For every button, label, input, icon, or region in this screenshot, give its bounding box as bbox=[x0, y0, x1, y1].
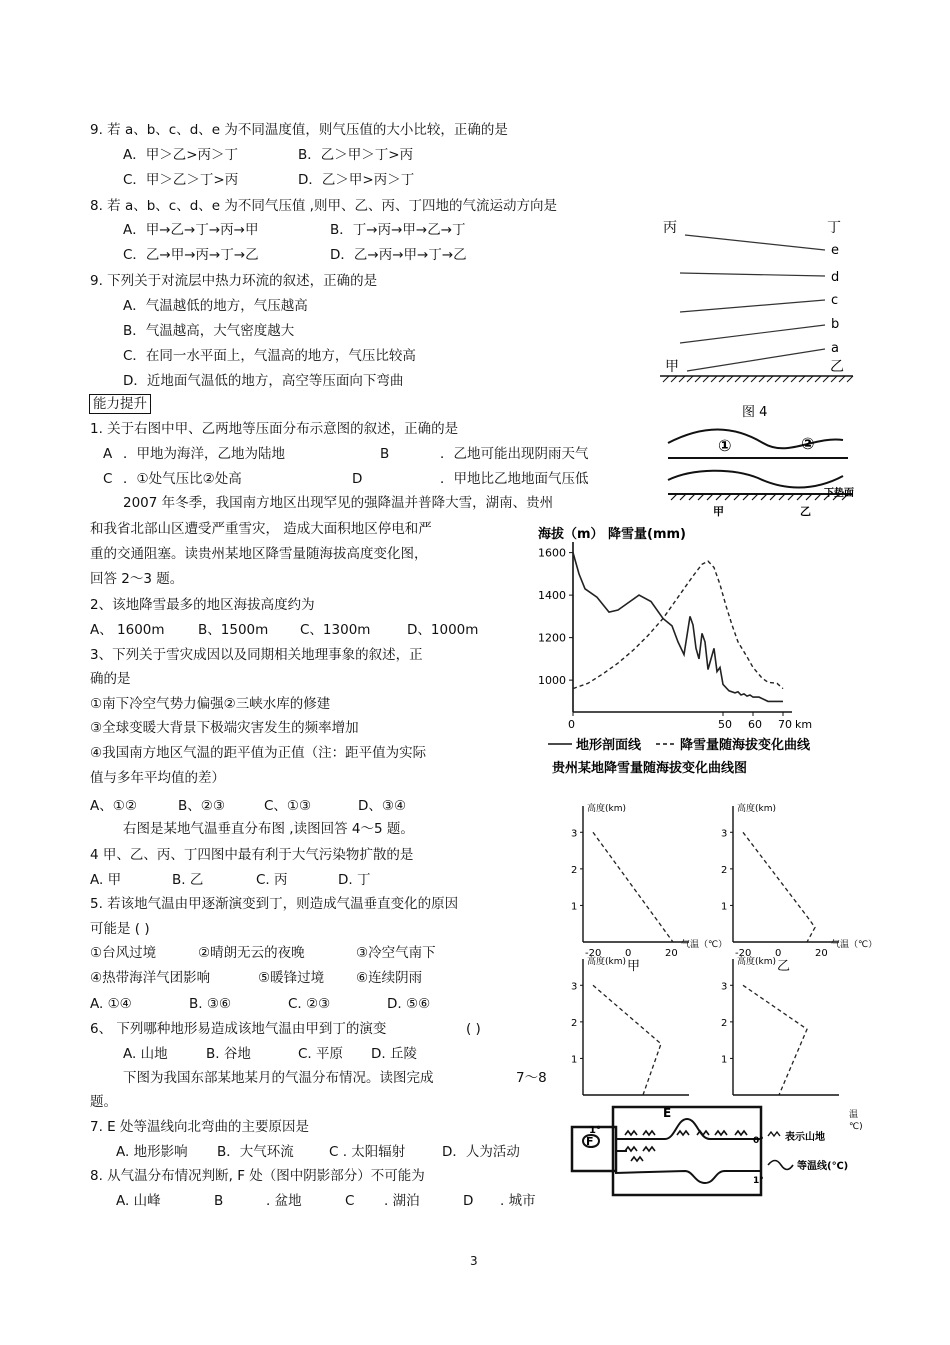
temp-ytick-label: 3 bbox=[571, 981, 578, 993]
q2-option-a: A、 1600m bbox=[90, 622, 165, 638]
q3-stem: 3、下列关于雪灾成因以及同期相关地理事象的叙述，正 bbox=[90, 647, 423, 663]
temp-ylabel: 高度(km) bbox=[587, 804, 627, 814]
temp-ylabel: 高度(km) bbox=[737, 804, 777, 814]
intro23-line: 和我省北部山区遭受严重雪灾， 造成大面积地区停电和严 bbox=[90, 521, 432, 537]
snow-xtick-label: 50 bbox=[718, 718, 732, 731]
terrain-profile-line bbox=[573, 553, 783, 702]
q8a-option-d: D．乙→丙→甲→丁→乙 bbox=[330, 247, 467, 263]
intro78-range: 7～8 bbox=[516, 1070, 547, 1086]
temp-ytick-label: 3 bbox=[721, 828, 728, 840]
q9b-option-c: C．在同一水平面上，气温高的地方，气压比较高 bbox=[123, 348, 416, 364]
q2-option-b: B、1500m bbox=[198, 622, 269, 638]
q8a-option-a: A．甲→乙→丁→丙→甲 bbox=[123, 222, 259, 238]
isobar-ground-label: 下垫面 bbox=[824, 488, 854, 499]
q8a-option-c: C．乙→甲→丙→丁→乙 bbox=[123, 247, 259, 263]
temp-xlabel: 气温（℃） bbox=[831, 940, 878, 950]
q3-option-d: D、③④ bbox=[358, 798, 407, 814]
temp-xtick-label: 20 bbox=[815, 948, 828, 959]
intro23-line: 回答 2～3 题。 bbox=[90, 571, 184, 587]
intro78-line1: 下图为我国东部某地某月的气温分布情况。读图完成 bbox=[123, 1070, 434, 1086]
temp-profile-line bbox=[593, 832, 673, 942]
temp-ytick-label: 3 bbox=[571, 828, 578, 840]
q9a-option-b: B．乙＞甲＞丁>丙 bbox=[298, 147, 414, 163]
legend-mountain-label: 表示山地 bbox=[785, 1132, 825, 1143]
temp-profile-line bbox=[743, 985, 807, 1095]
temp-ytick-label: 1 bbox=[721, 901, 728, 913]
point-2-label: ② bbox=[801, 434, 815, 453]
intro23-line: 重的交通阻塞。读贵州某地区降雪量随海拔高度变化图， bbox=[90, 546, 428, 562]
temp-ylabel: 高度(km) bbox=[587, 957, 627, 967]
q3-item: 值与多年平均值的差） bbox=[90, 770, 225, 786]
q5-option-b: B. ③⑥ bbox=[189, 996, 232, 1012]
temp-ytick-label: 1 bbox=[571, 1054, 578, 1066]
q5-option-c: C. ②③ bbox=[288, 996, 331, 1012]
q2-option-d: D、1000m bbox=[407, 622, 479, 638]
isotherm-zero bbox=[615, 1119, 761, 1139]
q9b-option-b: B．气温越高，大气密度越大 bbox=[123, 323, 295, 339]
temp-profile-line bbox=[743, 832, 815, 942]
temp-xtick-label: -20 bbox=[735, 948, 752, 959]
q8b-option-d: . 城市 bbox=[500, 1193, 536, 1209]
legend-terrain-label: 地形剖面线 bbox=[576, 738, 642, 753]
fig4-caption: 图 4 bbox=[742, 405, 768, 420]
q1-option-c: ．①处气压比②处高 bbox=[123, 471, 242, 487]
q9a-option-d: D．乙＞甲>丙＞丁 bbox=[298, 172, 415, 188]
upper-isobar bbox=[668, 430, 843, 449]
q9b-option-d: D．近地面气温低的地方，高空等压面向下弯曲 bbox=[123, 373, 404, 389]
q9a-option-a: A．甲＞乙>丙＞丁 bbox=[123, 147, 239, 163]
q5-option-d: D. ⑤⑥ bbox=[387, 996, 431, 1012]
snow-ytick-label: 1000 bbox=[538, 674, 566, 688]
q4-stem: 4 甲、乙、丙、丁四图中最有利于大气污染物扩散的是 bbox=[90, 847, 414, 863]
temp-xtick-label: 0 bbox=[625, 948, 632, 959]
q6-option-a: A. 山地 bbox=[123, 1046, 168, 1062]
q9a-option-c: C．甲＞乙＞丁>丙 bbox=[123, 172, 239, 188]
temp-profile-丙 bbox=[571, 955, 689, 1095]
q1-option-c-label: C bbox=[103, 471, 113, 487]
q8b-option-d-label: D bbox=[463, 1193, 474, 1209]
temp-ytick-label: 1 bbox=[571, 901, 578, 913]
legend-isotherm-label: 等温线(℃) bbox=[797, 1161, 849, 1172]
snowfall-curve bbox=[573, 561, 783, 689]
q5-item: ⑥连续阴雨 bbox=[356, 970, 423, 986]
temp-ytick-label: 2 bbox=[721, 864, 728, 876]
temp-ylabel: 高度(km) bbox=[737, 957, 777, 967]
q3-option-c: C、①③ bbox=[264, 798, 312, 814]
isotherm-one-label: 1° bbox=[753, 1176, 764, 1186]
q7-option-c: C . 太阳辐射 bbox=[329, 1144, 406, 1160]
fig4-label-c: c bbox=[831, 293, 839, 308]
temp-profile-丁 bbox=[721, 955, 839, 1095]
isobar-left-label: 甲 bbox=[713, 505, 724, 518]
q8b-option-a: A. 山峰 bbox=[116, 1193, 161, 1209]
legend-mountain-icon bbox=[768, 1132, 780, 1136]
page-number: 3 bbox=[470, 1254, 478, 1268]
temp-profile-乙 bbox=[721, 802, 877, 974]
q9a-stem: 9. 若 a、b、c、d、e 为不同温度值，则气压值的大小比较，正确的是 bbox=[90, 122, 508, 138]
fig4-ground-hatch bbox=[663, 376, 853, 382]
q3-option-b: B、②③ bbox=[178, 798, 225, 814]
q5-item: ⑤暖锋过境 bbox=[258, 970, 325, 986]
q7-option-b: B．大气环流 bbox=[217, 1144, 294, 1160]
q8a-option-b: B．丁→丙→甲→乙→丁 bbox=[330, 222, 466, 238]
fig4-line-e bbox=[685, 235, 825, 250]
q2-stem: 2、该地降雪最多的地区海拔高度约为 bbox=[90, 597, 315, 613]
fig4-label-b: b bbox=[831, 317, 840, 332]
isotherm-zero-label: 0° bbox=[753, 1136, 764, 1146]
q4-option-d: D. 丁 bbox=[338, 872, 371, 888]
e-label: E bbox=[663, 1106, 672, 1120]
q8b-option-b: . 盆地 bbox=[266, 1193, 302, 1209]
q3-stem: 确的是 bbox=[90, 671, 131, 687]
snow-xtick-label: 0 bbox=[568, 718, 575, 731]
legend-isotherm-icon bbox=[768, 1161, 793, 1170]
snow-xtick-label: 60 bbox=[748, 718, 762, 731]
q5-item: ④热带海洋气团影响 bbox=[90, 970, 211, 986]
snow-xtick-label: 70 bbox=[778, 718, 792, 731]
temp-xtick-label: -20 bbox=[585, 948, 602, 959]
q1-option-d-label: D bbox=[352, 471, 363, 487]
q5-item: ②晴朗无云的夜晚 bbox=[198, 945, 305, 961]
fig4-line-c bbox=[680, 300, 825, 312]
q8a-stem: 8. 若 a、b、c、d、e 为不同气压值 ,则甲、乙、丙、丁四地的气流运动方向是 bbox=[90, 198, 557, 214]
q7-option-a: A. 地形影响 bbox=[116, 1144, 188, 1160]
q1-option-b: ．乙地可能出现阴雨天气 bbox=[440, 446, 589, 462]
mountain-symbols bbox=[625, 1131, 747, 1161]
intro23-line: 2007 年冬季，我国南方地区出现罕见的强降温并普降大雪，湖南、贵州 bbox=[123, 495, 554, 511]
q4-option-c: C. 丙 bbox=[256, 872, 288, 888]
temp-ytick-label: 1 bbox=[721, 1054, 728, 1066]
q5-stem: 5. 若该地气温由甲逐渐演变到丁，则造成气温垂直变化的原因 bbox=[90, 896, 459, 912]
q1-option-d: ．甲地比乙地地面气压低 bbox=[440, 471, 589, 487]
q8b-stem: 8. 从气温分布情况判断, F 处（图中阴影部分）不可能为 bbox=[90, 1168, 425, 1184]
fig4-line-b bbox=[680, 325, 825, 343]
figure-4-isobar-lines bbox=[655, 210, 855, 425]
temp-xtick-label: 0 bbox=[775, 948, 782, 959]
q8b-option-c: . 湖泊 bbox=[384, 1193, 420, 1209]
temp-ytick-label: 2 bbox=[571, 864, 578, 876]
isotherm-one bbox=[615, 1171, 761, 1183]
snow-ylabel-left: 海拔（m） bbox=[538, 527, 604, 542]
isotherm-map bbox=[565, 1103, 870, 1203]
q3-option-a: A、①② bbox=[90, 798, 137, 814]
temp-ytick-label: 2 bbox=[721, 1017, 728, 1029]
temp-profile-line bbox=[593, 985, 661, 1095]
q7-option-d: D．人为活动 bbox=[442, 1144, 520, 1160]
f-temp-label: 1° bbox=[589, 1125, 601, 1136]
legend-snowfall-label: 降雪量随海拔变化曲线 bbox=[680, 738, 811, 753]
snow-xunit: km bbox=[795, 718, 813, 731]
q3-item: ③全球变暖大背景下极端灾害发生的频率增加 bbox=[90, 720, 359, 736]
cut-label-1: 温 bbox=[849, 1110, 859, 1120]
q8b-option-c-label: C bbox=[345, 1193, 355, 1209]
point-1-label: ① bbox=[718, 436, 732, 455]
isobar-right-label: 乙 bbox=[800, 505, 811, 518]
temp-xlabel: 气温（℃） bbox=[681, 940, 728, 950]
q6-paren: ( ) bbox=[466, 1021, 481, 1037]
fig4-right-label: 丁 bbox=[827, 220, 841, 236]
q1-option-a-label: A bbox=[103, 446, 113, 462]
temp-chart-title: 甲 bbox=[627, 959, 641, 974]
snowfall-altitude-chart bbox=[530, 520, 850, 782]
q3-item: ①南下冷空气势力偏强②三峡水库的修建 bbox=[90, 696, 331, 712]
map-frame bbox=[613, 1107, 761, 1195]
fig4-left-label: 丙 bbox=[663, 220, 677, 236]
temp-chart-title: 乙 bbox=[777, 959, 791, 974]
q5-item: ③冷空气南下 bbox=[356, 945, 436, 961]
temp-profile-甲 bbox=[571, 802, 727, 974]
lower-isobar bbox=[668, 471, 843, 488]
fig4-bottom-left: 甲 bbox=[665, 359, 679, 375]
fig4-label-d: d bbox=[831, 270, 840, 285]
q6-option-c: C. 平原 bbox=[298, 1046, 344, 1062]
snow-ylabel-right: 降雪量(mm) bbox=[608, 527, 686, 542]
snow-ytick-label: 1600 bbox=[538, 546, 566, 560]
q5-stem: 可能是 ( ) bbox=[90, 921, 150, 937]
q5-option-a: A. ①④ bbox=[90, 996, 132, 1012]
section-heading: 能力提升 bbox=[89, 394, 151, 414]
fig4-line-a bbox=[687, 349, 825, 371]
temp-ytick-label: 3 bbox=[721, 981, 728, 993]
q9b-option-a: A．气温越低的地方，气压越高 bbox=[123, 298, 308, 314]
q3-item: ④我国南方地区气温的距平值为正值（注：距平值为实际 bbox=[90, 745, 427, 761]
snow-chart-title: 贵州某地降雪量随海拔变化曲线图 bbox=[552, 761, 748, 776]
q5-item: ①台风过境 bbox=[90, 945, 157, 961]
intro45: 右图是某地气温垂直分布图 ,读图回答 4～5 题。 bbox=[123, 821, 414, 837]
intro78-line2: 题。 bbox=[90, 1094, 117, 1110]
figure-isobar-section bbox=[663, 428, 863, 520]
q1-stem: 1. 关于右图中甲、乙两地等压面分布示意图的叙述，正确的是 bbox=[90, 421, 459, 437]
q4-option-b: B. 乙 bbox=[172, 872, 204, 888]
q7-stem: 7. E 处等温线向北弯曲的主要原因是 bbox=[90, 1119, 309, 1135]
q1-option-b-label: B bbox=[380, 446, 390, 462]
fig4-label-a: a bbox=[831, 341, 839, 356]
temp-ytick-label: 2 bbox=[571, 1017, 578, 1029]
snow-ytick-label: 1400 bbox=[538, 589, 566, 603]
f-label: F bbox=[586, 1135, 594, 1148]
q9b-stem: 9. 下列关于对流层中热力环流的叙述，正确的是 bbox=[90, 273, 378, 289]
q6-option-d: D. 丘陵 bbox=[371, 1046, 417, 1062]
fig4-line-d bbox=[680, 273, 825, 276]
temp-xtick-label: 20 bbox=[665, 948, 678, 959]
fig4-bottom-right: 乙 bbox=[830, 359, 844, 375]
q2-option-c: C、1300m bbox=[300, 622, 371, 638]
fig4-label-e: e bbox=[831, 243, 839, 258]
snow-ytick-label: 1200 bbox=[538, 631, 566, 645]
q6-stem: 6、 下列哪种地形易造成该地气温由甲到丁的演变 bbox=[90, 1021, 387, 1037]
q6-option-b: B. 谷地 bbox=[206, 1046, 251, 1062]
cut-label-2: ℃) bbox=[849, 1122, 863, 1132]
temperature-profile-charts bbox=[555, 804, 885, 1097]
q1-option-a: ．甲地为海洋，乙地为陆地 bbox=[123, 446, 285, 462]
q4-option-a: A. 甲 bbox=[90, 872, 122, 888]
q8b-option-b-label: B bbox=[214, 1193, 224, 1209]
